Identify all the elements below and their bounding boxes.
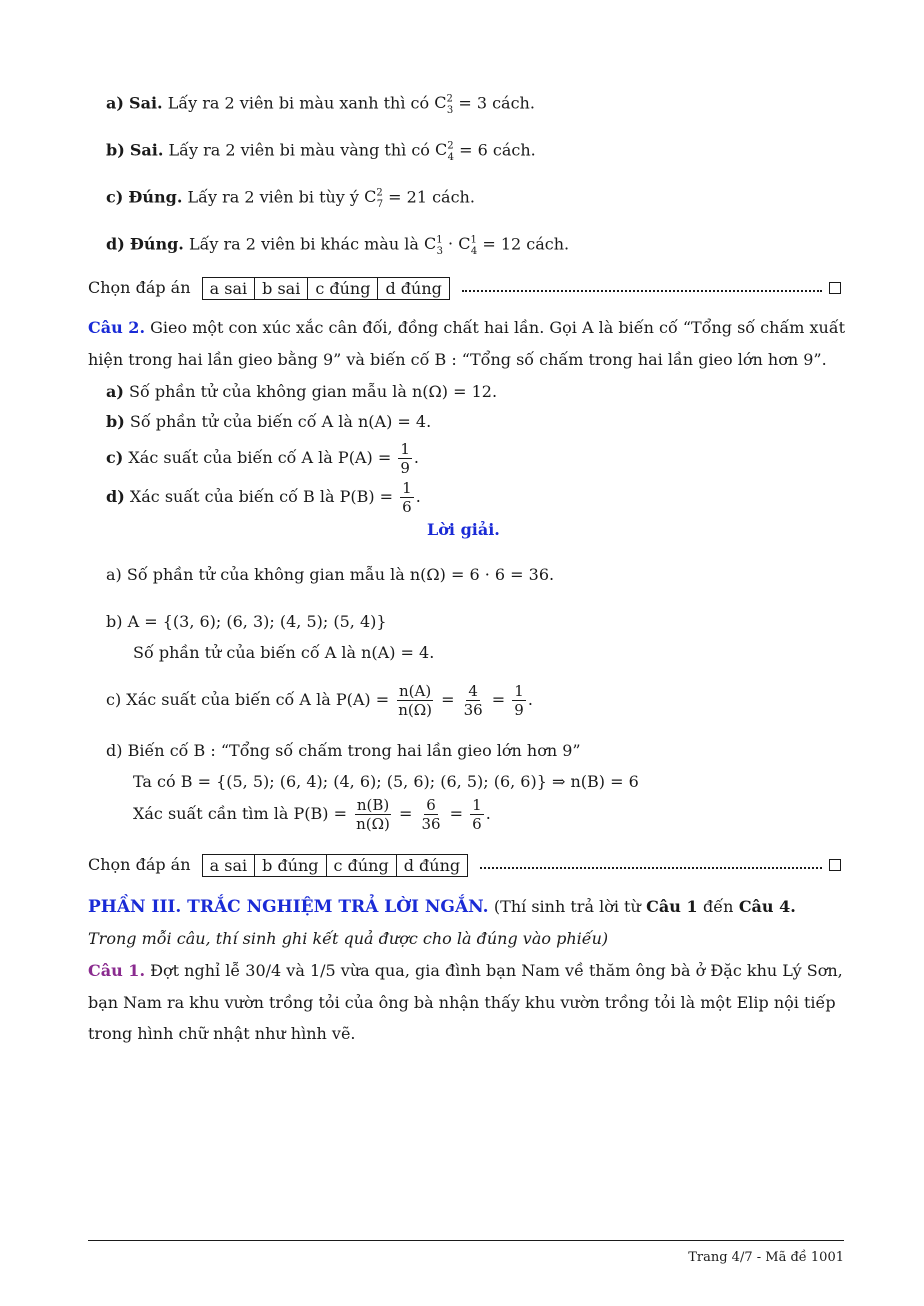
item-label: d) <box>106 234 125 254</box>
part3-q1-line3: trong hình chữ nhật như hình vẽ. <box>88 1024 356 1043</box>
dotted-leader <box>462 288 822 292</box>
answer-c: c đúng <box>326 855 396 876</box>
item-label: a) <box>106 93 124 113</box>
fraction: $\frac{n(A)}{n(\Omega)}$ <box>398 682 433 719</box>
q2-solution-c: c) Xác suất của biến cố A là P(A) = $\frac{n(A)}{n(\Omega)}$ = $\frac{4}{36}$ = $\frac{1}{9}$ . <box>106 682 533 719</box>
part3-q1-line2: bạn Nam ra khu vườn trồng tỏi của ông bà nhận thấy khu vườn trồng tỏi là một Elip nội tiếp <box>88 993 836 1012</box>
q2-line1 <box>88 317 845 339</box>
combination: $C^1_3 \cdot C^1_4$ <box>423 234 478 257</box>
fraction: $\frac{1}{9}$ <box>400 440 410 477</box>
item-text: Xác suất của biến cố A là P(A) = <box>126 690 390 709</box>
answer-row-q1 <box>88 277 450 300</box>
q2-option-b <box>106 411 431 433</box>
verdict: Đúng. <box>129 234 184 254</box>
answer-box <box>202 854 468 877</box>
item-text: Xác suất cần tìm là P(B) = <box>133 804 348 823</box>
footer-rule <box>88 1240 844 1241</box>
answer-a: a sai <box>209 856 248 875</box>
result: = 12 cách. <box>477 234 570 254</box>
answer-row-q2 <box>88 854 468 877</box>
page-footer: Trang 4/7 - Mã đề 1001 <box>688 1250 844 1265</box>
item-label: d) <box>106 741 123 760</box>
option-text: Số phần tử của biến cố A là n(A) = 4. <box>129 412 432 431</box>
q1-solution-a <box>106 89 535 122</box>
answer-d: d đúng <box>377 278 448 299</box>
item-text: Biến cố B : “Tổng số chấm trong hai lần gieo lớn hơn 9” <box>127 741 581 760</box>
item-text: Lấy ra 2 viên bi tùy ý <box>187 187 359 207</box>
answer-a: a sai <box>209 279 248 298</box>
intro-text: đến <box>703 897 734 916</box>
intro-bold: Câu 4. <box>738 897 796 916</box>
fraction: $\frac{n(B)}{n(\Omega)}$ <box>356 796 390 833</box>
result: = 21 cách. <box>383 187 475 207</box>
item-label: c) <box>106 187 124 207</box>
item-label: b) <box>106 140 125 160</box>
answer-b: b đúng <box>254 855 325 876</box>
item-label: a) <box>106 565 122 584</box>
verdict: Sai. <box>129 140 164 160</box>
answer-box <box>202 277 450 300</box>
question-text: Đợt nghỉ lễ 30/4 và 1/5 vừa qua, gia đình bạn Nam về thăm ông bà ở Đặc khu Lý Sơn, <box>150 961 843 980</box>
question-number: Câu 2. <box>88 318 146 337</box>
combination: $C^2_7$ <box>364 187 384 210</box>
result: = 6 cách. <box>454 140 536 160</box>
dotted-leader <box>480 865 822 869</box>
q2-option-a <box>106 381 497 403</box>
fraction: $\frac{1}{6}$ <box>472 796 482 833</box>
q2-option-c: c) Xác suất của biến cố A là P(A) = $\frac{1}{9}$ . <box>106 440 419 477</box>
q1-solution-d <box>106 230 569 263</box>
q2-solution-b <box>106 611 387 633</box>
part3-q1-line1 <box>88 960 843 982</box>
q1-solution-c <box>106 183 475 216</box>
option-label: c) <box>106 448 124 467</box>
answer-b: b sai <box>254 278 307 299</box>
item-text: Lấy ra 2 viên bi màu vàng thì có <box>168 140 430 160</box>
option-label: b) <box>106 412 125 431</box>
q1-solution-b <box>106 136 536 169</box>
option-text: Xác suất của biến cố A là P(A) = <box>128 448 392 467</box>
item-text: A = {(3, 6); (6, 3); (4, 5); (5, 4)} <box>127 612 387 631</box>
fraction: $\frac{6}{36}$ <box>421 796 441 833</box>
part3-intro-line2: Trong mỗi câu, thí sinh ghi kết quả được cho là đúng vào phiếu) <box>88 929 609 948</box>
section-title: PHẦN III. TRẮC NGHIỆM TRẢ LỜI NGẮN. <box>88 897 489 917</box>
part3-heading <box>88 896 796 918</box>
option-label: a) <box>106 382 124 401</box>
q2-line2: hiện trong hai lần gieo bằng 9” và biến cố B : “Tổng số chấm trong hai lần gieo lớn hơn 9”. <box>88 350 827 369</box>
answer-d: d đúng <box>396 855 467 876</box>
option-text: Xác suất của biến cố B là P(B) = <box>129 487 394 506</box>
checkbox-icon <box>829 282 841 294</box>
combination: $C^2_4$ <box>435 140 455 163</box>
q2-solution-b-line2: Số phần tử của biến cố A là n(A) = 4. <box>133 643 435 662</box>
item-text: Lấy ra 2 viên bi khác màu là <box>188 234 419 254</box>
answer-c: c đúng <box>307 278 377 299</box>
solution-title: Lời giải. <box>427 520 500 539</box>
q2-option-d: d) Xác suất của biến cố B là P(B) = $\frac{1}{6}$ . <box>106 479 421 516</box>
fraction: $\frac{4}{36}$ <box>463 682 483 719</box>
q2-solution-a <box>106 564 554 586</box>
option-text: Số phần tử của không gian mẫu là n(Ω) = 12. <box>129 382 498 401</box>
checkbox-icon <box>829 859 841 871</box>
item-text: Số phần tử của không gian mẫu là n(Ω) = 6 · 6 = 36. <box>126 565 555 584</box>
fraction: $\frac{1}{9}$ <box>514 682 524 719</box>
intro-bold: Câu 1 <box>646 897 698 916</box>
verdict: Đúng. <box>128 187 183 207</box>
q2-solution-d-line3: Xác suất cần tìm là P(B) = $\frac{n(B)}{n(\Omega)}$ = $\frac{6}{36}$ = $\frac{1}{6}$ . <box>133 796 491 833</box>
verdict: Sai. <box>129 93 163 113</box>
result: = 3 cách. <box>453 93 535 113</box>
choose-label: Chọn đáp án <box>88 278 191 297</box>
option-label: d) <box>106 487 125 506</box>
q2-solution-d-line2: Ta có B = {(5, 5); (6, 4); (4, 6); (5, 6); (6, 5); (6, 6)} ⇒ n(B) = 6 <box>133 772 639 791</box>
intro-text: (Thí sinh trả lời từ <box>493 897 641 916</box>
fraction: $\frac{1}{6}$ <box>402 479 412 516</box>
question-text: Gieo một con xúc xắc cân đối, đồng chất hai lần. Gọi A là biến cố “Tổng số chấm xuất <box>150 318 846 337</box>
q2-solution-d <box>106 740 581 762</box>
combination: $C^2_3$ <box>434 93 454 116</box>
choose-label: Chọn đáp án <box>88 855 191 874</box>
item-text: Lấy ra 2 viên bi màu xanh thì có <box>167 93 430 113</box>
question-number: Câu 1. <box>88 961 146 980</box>
item-label: c) <box>106 690 122 709</box>
item-label: b) <box>106 612 123 631</box>
